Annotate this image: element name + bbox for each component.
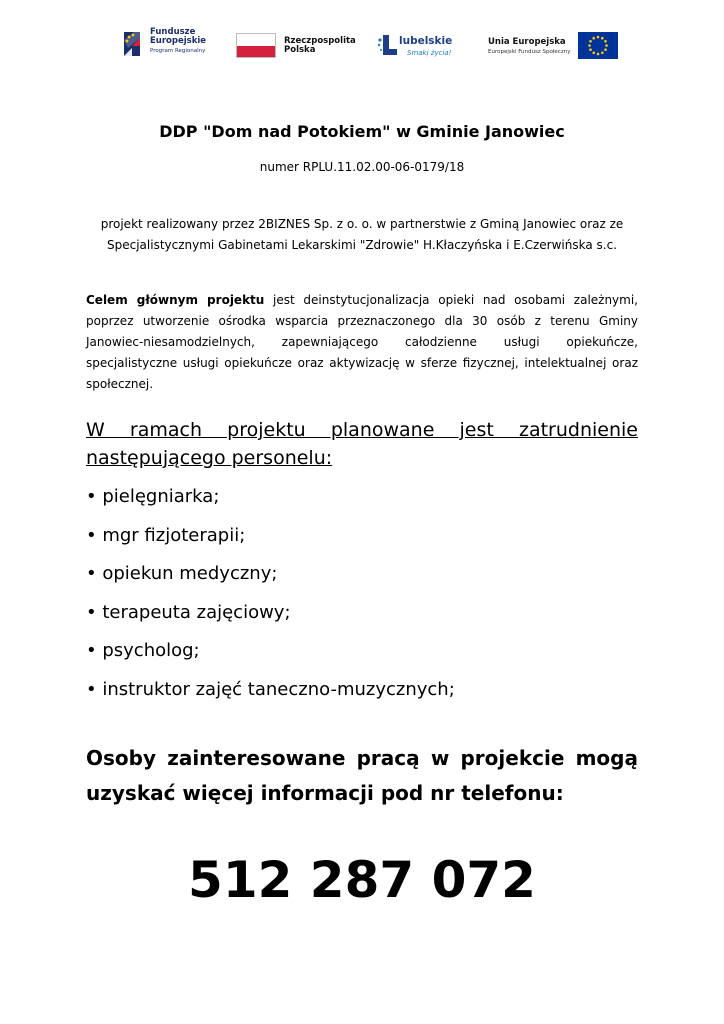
partner-paragraph: projekt realizowany przez 2BIZNES Sp. z o. o. w partnerstwie z Gminą Janowiec oraz ze Specjalistycznymi Gabinetami Lekarskimi "Zdrowie" H.Kłaczyńska i E.Czerwińska s.c. <box>100 217 624 252</box>
list-item: • mgr fizjoterapii; <box>86 524 246 546</box>
contact-line1: Osoby zainteresowane pracą w projekcie mogą <box>86 746 638 770</box>
lubelskie-slogan: Smaki̩ życia! <box>407 49 452 57</box>
lubelskie-icon <box>377 32 401 58</box>
phone-number: 512 287 072 <box>188 851 536 909</box>
staff-heading <box>86 416 638 472</box>
ue-line1: Unia Europejska <box>488 37 566 47</box>
list-item: • opiekun medyczny; <box>86 563 278 584</box>
goal-paragraph <box>86 290 638 395</box>
lubelskie-name: lubelskie <box>399 35 453 47</box>
staff-list <box>86 478 638 709</box>
staff-heading-line2: następującego personelu: <box>86 447 333 469</box>
list-item: • pielęgniarka; <box>86 486 220 507</box>
fundusze-europejskie-logo <box>120 26 215 66</box>
fundusze-line2: Europejskie <box>150 36 207 46</box>
fundusze-line1: Fundusze <box>150 27 196 37</box>
rzeczpospolita-line2: Polska <box>284 45 316 55</box>
lubelskie-logo <box>377 26 462 66</box>
project-number: numer RPLU.11.02.00-06-0179/18 <box>259 160 465 174</box>
fundusze-europejskie-icon <box>120 28 144 60</box>
ue-line2: Europejski Fundusz Społeczny <box>488 49 571 55</box>
list-item: • instruktor zajęć taneczno-muzycznych; <box>86 678 455 700</box>
logo-strip <box>0 26 724 66</box>
rzeczpospolita-line1: Rzeczpospolita <box>284 36 356 46</box>
goal-lead: Celem głównym projektu <box>86 293 265 307</box>
list-item: • terapeuta zajęciowy; <box>86 601 291 623</box>
document-title: DDP "Dom nad Potokiem" w Gminie Janowiec <box>159 122 565 141</box>
polish-flag-icon <box>236 33 276 58</box>
eu-flag-icon <box>578 32 618 59</box>
fundusze-line3: Program Regionalny <box>150 48 206 54</box>
staff-heading-line1: W ramach projektu planowane jest zatrudnienie <box>86 419 638 441</box>
contact-line2: uzyskać więcej informacji pod nr telefonu: <box>86 781 564 805</box>
list-item: • psycholog; <box>86 640 200 661</box>
rzeczpospolita-logo <box>236 26 356 66</box>
contact-paragraph <box>86 741 638 811</box>
goal-text: jest deinstytucjonalizacja opieki nad osobami zależnymi, poprzez utworzenie ośrodka wsparcia przeznaczonego dla 30 osób z terenu Gminy Janowiec-niesamodzielnych, zapewniającego całodzienne usługi opiekuńcze, specjalistyczne usługi opiekuńcze oraz aktywizację w sferze fizycznej, intelektualnej oraz społecznej. <box>86 293 638 391</box>
unia-europejska-logo <box>486 26 621 66</box>
